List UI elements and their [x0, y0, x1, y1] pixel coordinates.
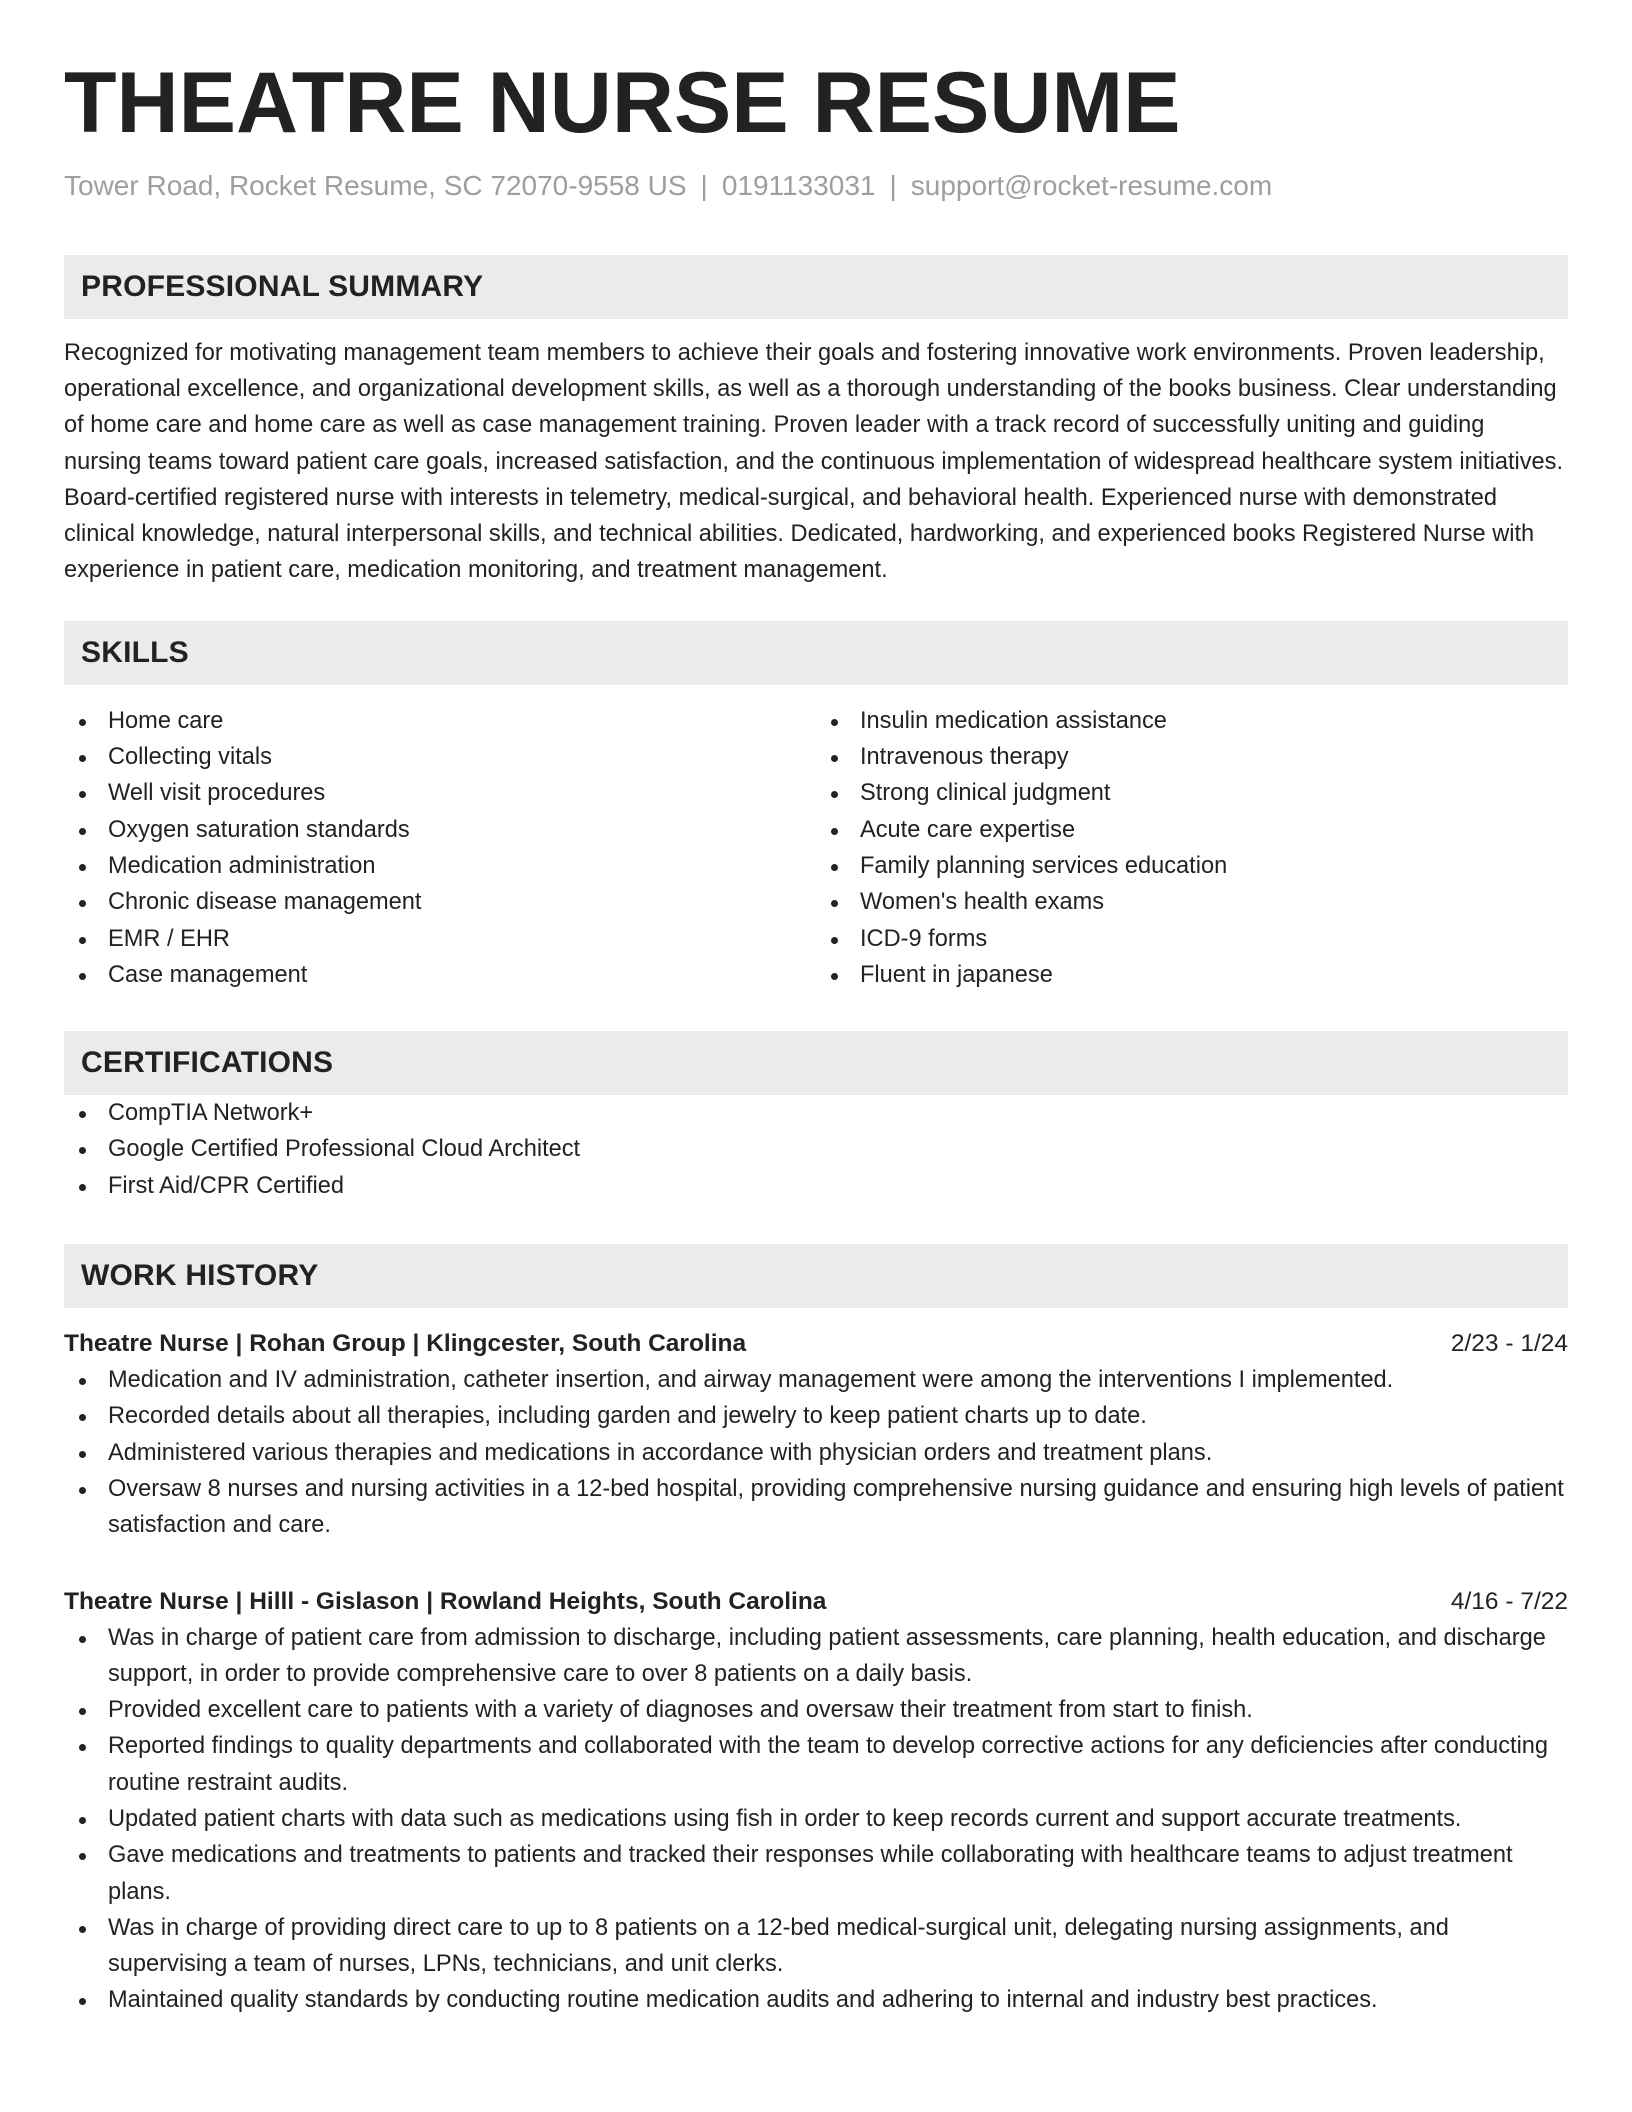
certification-item: First Aid/CPR Certified	[64, 1168, 1568, 1204]
skill-item: Fluent in japanese	[816, 957, 1568, 993]
contact-separator: |	[700, 170, 708, 202]
summary-section	[64, 255, 1568, 589]
work-history-heading: WORK HISTORY	[64, 1244, 1568, 1308]
contact-phone: 0191133031	[721, 170, 876, 202]
skill-item: Acute care expertise	[816, 812, 1568, 848]
job-title: Theatre Nurse | Hilll - Gislason | Rowland Heights, South Carolina	[64, 1587, 827, 1615]
summary-heading: PROFESSIONAL SUMMARY	[64, 255, 1568, 319]
contact-separator: |	[889, 170, 897, 202]
skill-item: Intravenous therapy	[816, 739, 1568, 775]
skills-list-right	[816, 703, 1568, 993]
skill-item: Insulin medication assistance	[816, 703, 1568, 739]
skill-item: Women's health exams	[816, 884, 1568, 920]
work-history-section	[64, 1244, 1568, 2019]
job-bullets	[64, 1362, 1568, 1543]
job-bullet: Administered various therapies and medications in accordance with physician orders and treatment plans.	[64, 1435, 1568, 1471]
certifications-list	[64, 1095, 1568, 1204]
skill-item: Medication administration	[64, 848, 816, 884]
certification-item: CompTIA Network+	[64, 1095, 1568, 1131]
skill-item: ICD-9 forms	[816, 921, 1568, 957]
certification-item: Google Certified Professional Cloud Architect	[64, 1131, 1568, 1167]
job-bullet: Medication and IV administration, catheter insertion, and airway management were among the interventions I implemented.	[64, 1362, 1568, 1398]
job-bullet: Was in charge of patient care from admission to discharge, including patient assessments, care planning, health education, and discharge support, in order to provide comprehensive care to over 8 patients on a daily basis.	[64, 1620, 1568, 1693]
resume-title: THEATRE NURSE RESUME	[64, 55, 1181, 151]
job-bullet: Updated patient charts with data such as medications using fish in order to keep records current and support accurate treatments.	[64, 1801, 1568, 1837]
job-bullet: Oversaw 8 nurses and nursing activities in a 12-bed hospital, providing comprehensive nursing guidance and ensuring high levels of patient satisfaction and care.	[64, 1471, 1568, 1544]
job-bullet: Reported findings to quality departments and collaborated with the team to develop corrective actions for any deficiencies after conducting routine restraint audits.	[64, 1728, 1568, 1801]
skill-item: Well visit procedures	[64, 775, 816, 811]
skill-item: Strong clinical judgment	[816, 775, 1568, 811]
job-bullets	[64, 1620, 1568, 2019]
skills-column-right	[816, 703, 1568, 993]
job-bullet: Was in charge of providing direct care to up to 8 patients on a 12-bed medical-surgical unit, delegating nursing assignments, and supervising a team of nurses, LPNs, technicians, and unit clerks.	[64, 1910, 1568, 1983]
job-entry	[64, 1326, 1568, 1543]
contact-line	[64, 168, 1568, 204]
skills-heading: SKILLS	[64, 621, 1568, 685]
skill-item: Chronic disease management	[64, 884, 816, 920]
skill-item: Family planning services education	[816, 848, 1568, 884]
job-dates: 2/23 - 1/24	[1450, 1330, 1568, 1358]
skill-item: Case management	[64, 957, 816, 993]
job-bullet: Recorded details about all therapies, including garden and jewelry to keep patient charts up to date.	[64, 1398, 1568, 1434]
job-bullet: Gave medications and treatments to patients and tracked their responses while collaborating with healthcare teams to adjust treatment plans.	[64, 1837, 1568, 1910]
skill-item: Collecting vitals	[64, 739, 816, 775]
skill-item: EMR / EHR	[64, 921, 816, 957]
summary-text: Recognized for motivating management team members to achieve their goals and fostering innovative work environments. Proven leadership, operational excellence, and organizational development skills, as well as a thorough understanding of the books business. Clear understanding of home care and home care as well as case management training. Proven leader with a track record of successfully uniting and guiding nursing teams toward patient care goals, increased satisfaction, and the continuous implementation of widespread healthcare system initiatives. Board-certified registered nurse with interests in telemetry, medical-surgical, and behavioral health. Experienced nurse with demonstrated clinical knowledge, natural interpersonal skills, and technical abilities. Dedicated, hardworking, and experienced books Registered Nurse with experience in patient care, medication monitoring, and treatment management.	[64, 339, 1564, 584]
skills-grid	[64, 703, 1568, 993]
contact-email: support@rocket-resume.com	[910, 170, 1273, 202]
skills-column-left	[64, 703, 816, 993]
job-header	[64, 1326, 1568, 1362]
skills-section	[64, 621, 1568, 993]
skills-list-left	[64, 703, 816, 993]
job-bullet: Maintained quality standards by conducting routine medication audits and adhering to internal and industry best practices.	[64, 1982, 1568, 2018]
job-title: Theatre Nurse | Rohan Group | Klingcester, South Carolina	[64, 1330, 747, 1358]
job-bullet: Provided excellent care to patients with a variety of diagnoses and oversaw their treatment from start to finish.	[64, 1692, 1568, 1728]
contact-address: Tower Road, Rocket Resume, SC 72070-9558 US	[64, 170, 687, 202]
certifications-heading: CERTIFICATIONS	[64, 1031, 1568, 1095]
job-entry	[64, 1584, 1568, 2019]
skill-item: Oxygen saturation standards	[64, 812, 816, 848]
skill-item: Home care	[64, 703, 816, 739]
job-header	[64, 1584, 1568, 1620]
certifications-section	[64, 1031, 1568, 1204]
job-dates: 4/16 - 7/22	[1450, 1587, 1568, 1615]
